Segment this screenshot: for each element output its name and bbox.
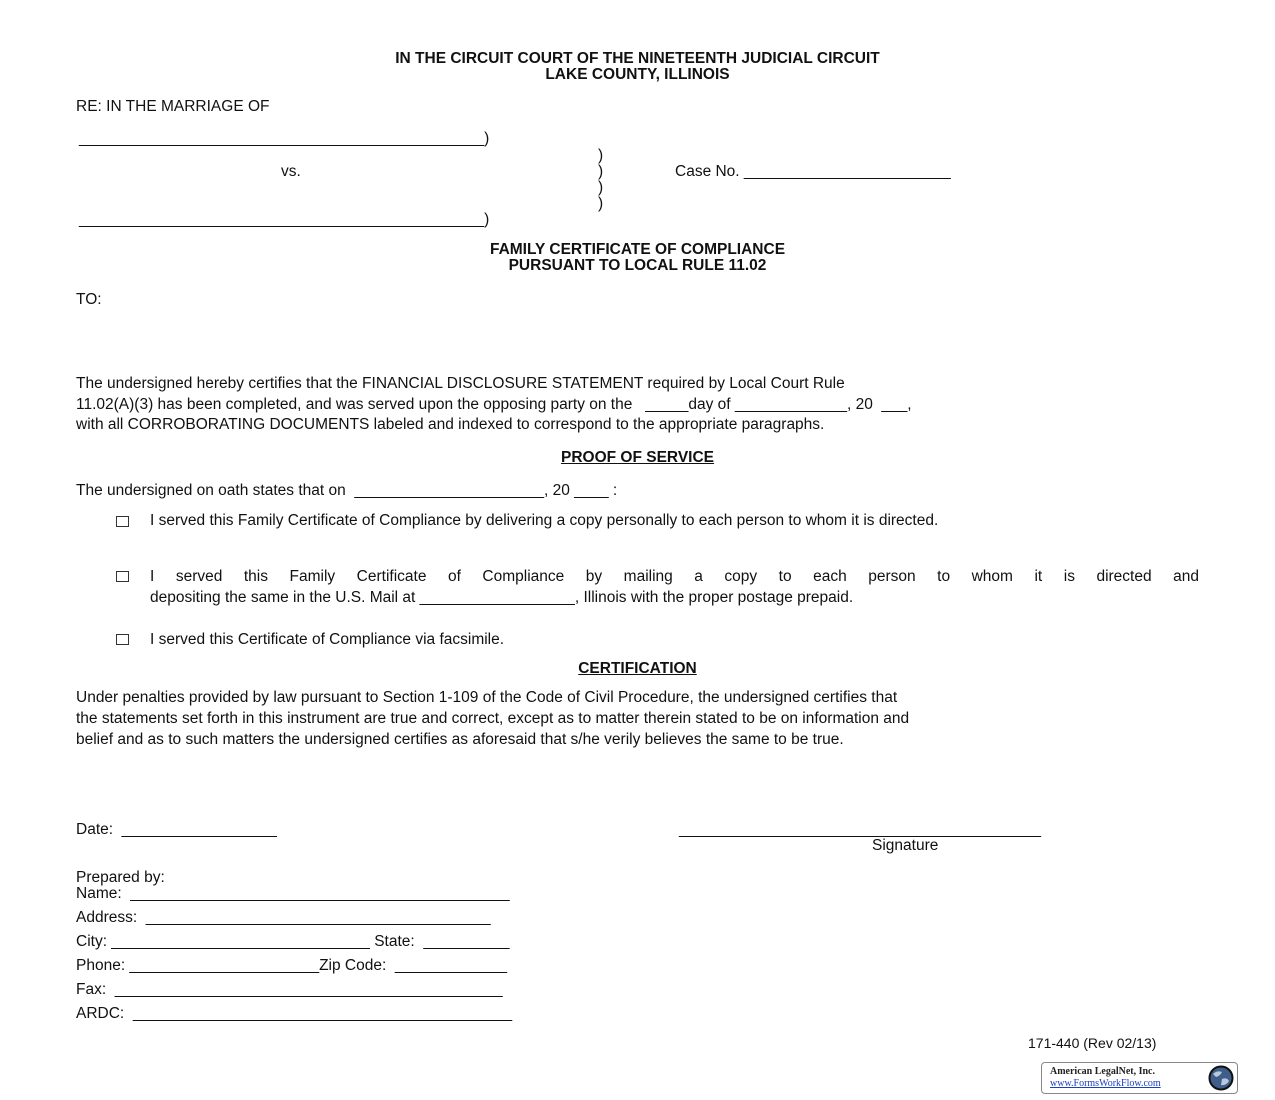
county-name: LAKE COUNTY, ILLINOIS <box>545 66 730 83</box>
prepared-by-label: Prepared by: <box>76 869 165 886</box>
certification-text: belief and as to such matters the undersigned certifies as aforesaid that s/he verily believes the same to be true. <box>76 731 844 748</box>
certification-text: Under penalties provided by law pursuant to Section 1-109 of the Code of Civil Procedure, the undersigned certifies that <box>76 689 898 706</box>
form-number: 171-440 (Rev 02/13) <box>1028 1035 1157 1051</box>
to-label: TO: <box>76 291 102 308</box>
re-marriage-label: RE: IN THE MARRIAGE OF <box>76 98 270 115</box>
signature-label: Signature <box>872 837 939 854</box>
date-field[interactable]: Date: __________________ <box>76 821 277 838</box>
name-field[interactable]: Name: ____________________________________________ <box>76 885 510 902</box>
party2-field[interactable]: _______________________________________________) <box>79 211 490 228</box>
caption-paren: ) <box>598 179 604 196</box>
caption-paren: ) <box>598 163 604 180</box>
vs-label: vs. <box>281 163 301 180</box>
caption-paren: ) <box>598 147 604 164</box>
certification-text: the statements set forth in this instrument are true and correct, except as to matter therein stated to be on information and <box>76 710 910 727</box>
service-option-mail-cont[interactable]: depositing the same in the U.S. Mail at __________________, Illinois with the proper postage prepaid. <box>150 589 854 606</box>
document-title: FAMILY CERTIFICATE OF COMPLIANCE <box>489 241 786 258</box>
globe-icon <box>1208 1065 1234 1091</box>
certify-text[interactable]: 11.02(A)(3) has been completed, and was served upon the opposing party on the _____day of _____________, 20 ___, <box>76 396 912 413</box>
signature-line[interactable]: __________________________________________ <box>679 821 1042 838</box>
certification-heading: CERTIFICATION <box>578 660 697 677</box>
certify-text: The undersigned hereby certifies that the FINANCIAL DISCLOSURE STATEMENT required by Local Court Rule <box>76 375 845 392</box>
party1-field[interactable]: _______________________________________________) <box>79 130 490 147</box>
delivery-checkbox[interactable] <box>116 516 129 527</box>
publisher-logo[interactable] <box>1041 1062 1238 1094</box>
logo-company-name: American LegalNet, Inc. <box>1050 1066 1155 1077</box>
fax-checkbox[interactable] <box>116 634 129 645</box>
service-option-mail: I served this Family Certificate of Compliance by mailing a copy to each person to whom it is directed and <box>150 568 1199 585</box>
court-name: IN THE CIRCUIT COURT OF THE NINETEENTH JUDICIAL CIRCUIT <box>395 50 880 67</box>
city-state-field[interactable]: City: ______________________________ State: __________ <box>76 933 510 950</box>
logo-website-link[interactable]: www.FormsWorkFlow.com <box>1050 1078 1161 1089</box>
document-subtitle: PURSUANT TO LOCAL RULE 11.02 <box>508 257 767 274</box>
mail-checkbox[interactable] <box>116 571 129 582</box>
caption-paren: ) <box>598 195 604 212</box>
oath-statement[interactable]: The undersigned on oath states that on ______________________, 20 ____ : <box>76 482 618 499</box>
address-field[interactable]: Address: ________________________________________ <box>76 909 491 926</box>
service-option-personal: I served this Family Certificate of Compliance by delivering a copy personally to each person to whom it is directed. <box>150 512 939 529</box>
phone-zip-field[interactable]: Phone: ______________________Zip Code: _____________ <box>76 957 507 974</box>
proof-of-service-heading: PROOF OF SERVICE <box>560 449 715 466</box>
certify-text: with all CORROBORATING DOCUMENTS labeled and indexed to correspond to the appropriate paragraphs. <box>76 416 825 433</box>
case-number-field[interactable]: Case No. ________________________ <box>675 163 951 180</box>
fax-field[interactable]: Fax: _____________________________________________ <box>76 981 503 998</box>
ardc-field[interactable]: ARDC: ____________________________________________ <box>76 1005 513 1022</box>
service-option-fax: I served this Certificate of Compliance via facsimile. <box>150 631 505 648</box>
